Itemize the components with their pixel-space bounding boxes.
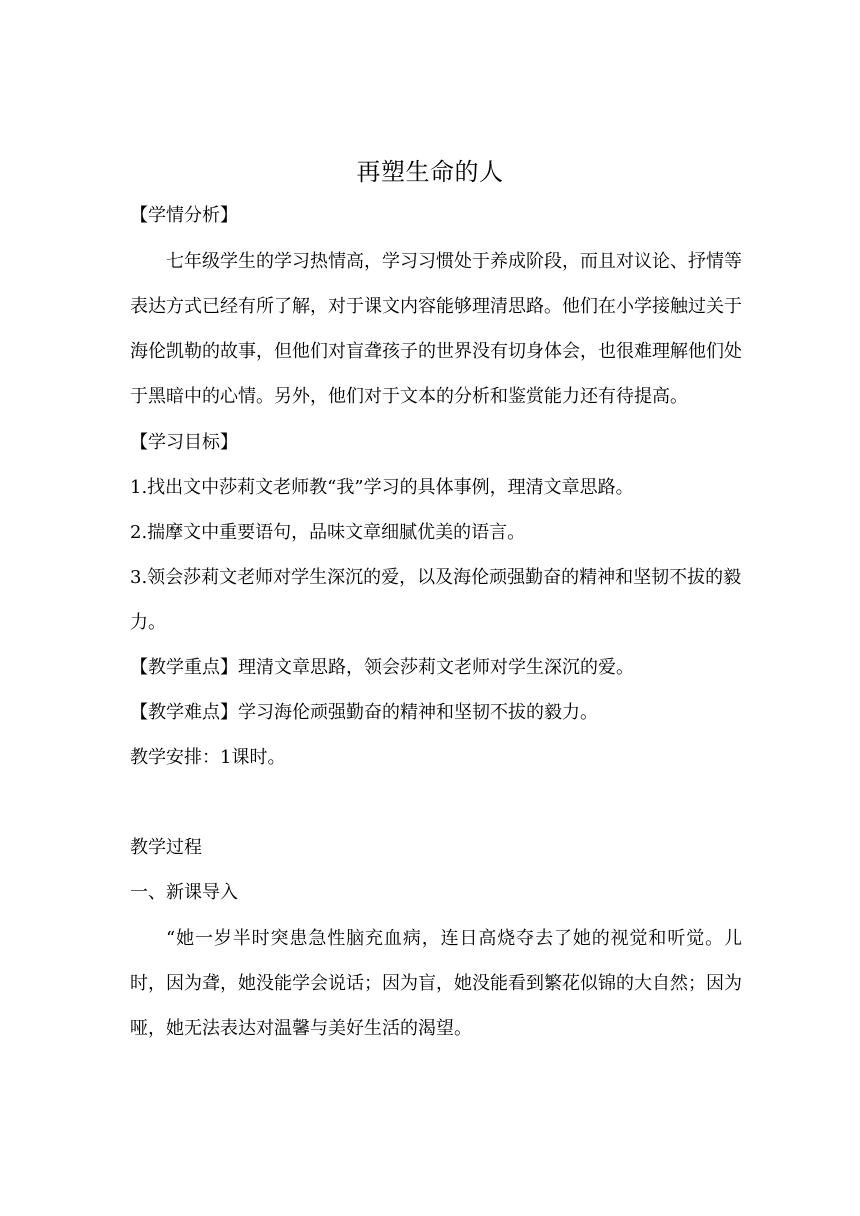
difficulty-text: 学习海伦顽强勤奋的精神和坚韧不拔的毅力。 (238, 702, 598, 723)
goals-heading: 【学习目标】 (130, 432, 238, 453)
goal-item-1: 1.找出文中莎莉文老师教“我”学习的具体事例，理清文章思路。 (130, 477, 634, 498)
goal-item-2: 2.揣摩文中重要语句，品味文章细腻优美的语言。 (130, 522, 526, 543)
situation-paragraph: 七年级学生的学习热情高，学习习惯处于养成阶段，而且对议论、抒情等表达方式已经有所了解，对于课文内容能够理清思路。他们在小学接触过关于海伦凯勒的故事，但他们对盲聋孩子的世界没有切身体会，也很难理解他们处于黑暗中的心情。另外，他们对于文本的分析和鉴赏能力还有待提高。 (130, 251, 742, 407)
process-heading: 教学过程 (130, 837, 202, 858)
goal-item-3: 3.领会莎莉文老师对学生深沉的爱，以及海伦顽强勤奋的精神和坚韧不拔的毅力。 (130, 567, 742, 633)
document-body (130, 202, 742, 1061)
intro-paragraph: “她一岁半时突患急性脑充血病，连日高烧夺去了她的视觉和听觉。儿时，因为聋，她没能学会说话；因为盲，她没能看到繁花似锦的大自然；因为哑，她无法表达对温馨与美好生活的渴望。 (130, 928, 742, 1039)
key-point-text: 理清文章思路，领会莎莉文老师对学生深沉的爱。 (238, 657, 634, 678)
blank-line (130, 789, 742, 834)
difficulty-label: 【教学难点】 (130, 702, 238, 723)
schedule-line: 教学安排：1课时。 (130, 747, 286, 768)
document-title: 再塑生命的人 (356, 158, 504, 186)
key-point-label: 【教学重点】 (130, 657, 238, 678)
intro-heading: 一、新课导入 (130, 882, 238, 903)
situation-heading: 【学情分析】 (130, 205, 238, 226)
difficulty-line (130, 699, 742, 726)
key-point-line (130, 654, 742, 681)
